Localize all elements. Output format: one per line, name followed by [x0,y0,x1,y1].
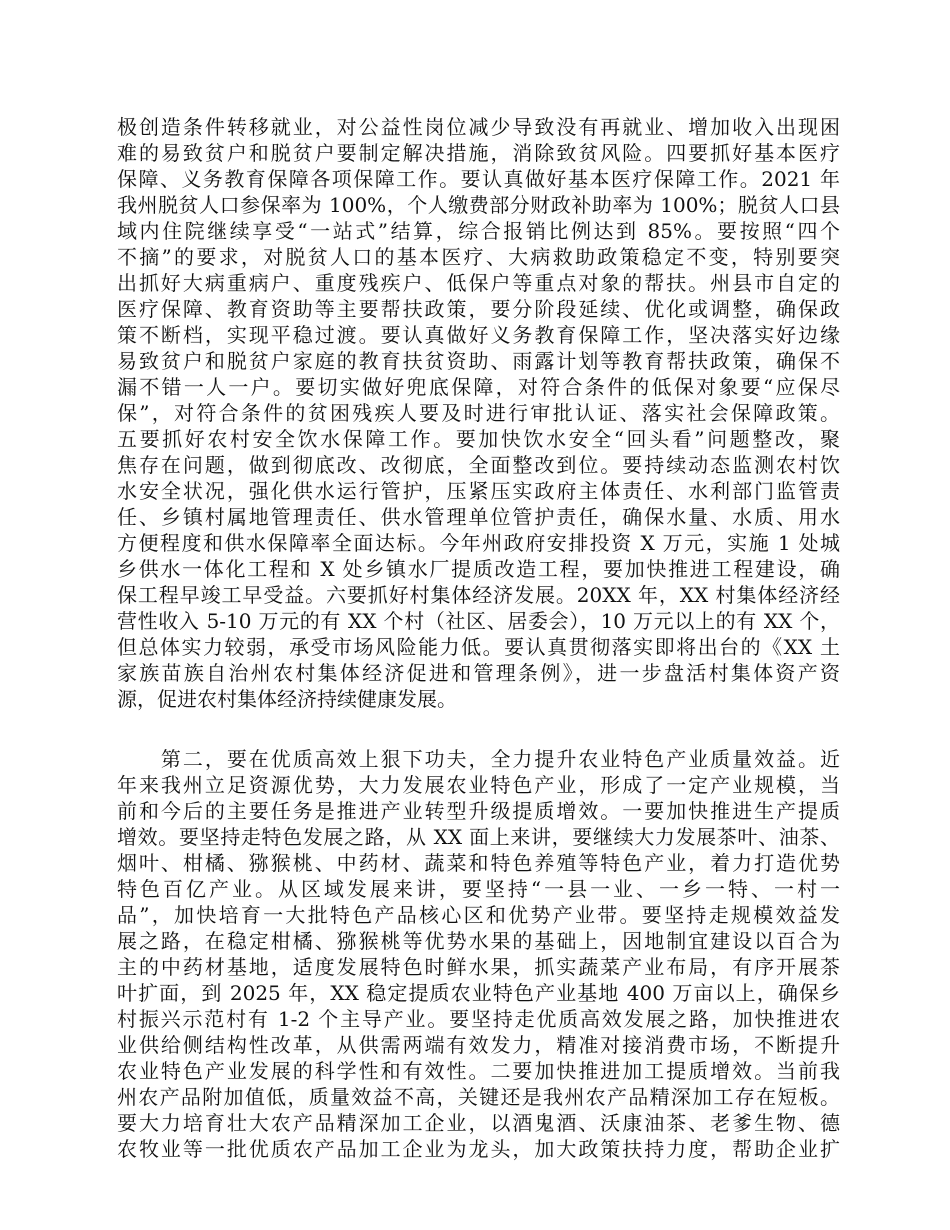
paragraph [117,114,840,712]
text-line: 保”，对符合条件的贫困残疾人要及时进行审批认证、落实社会保障政策。 [117,401,840,425]
text-line: 营性收入 5-10 万元的有 XX 个村（社区、居委会），10 万元以上的有 XX 个， [117,609,840,633]
document-body [117,114,840,1162]
text-line: 年来我州立足资源优势，大力发展农业特色产业，形成了一定产业规模，当 [117,773,840,797]
text-line: 叶扩面，到 2025 年，XX 稳定提质农业特色产业基地 400 万亩以上，确保乡 [117,981,840,1005]
text-line: 业供给侧结构性改革，从供需两端有效发力，精准对接消费市场，不断提升 [117,1033,840,1057]
text-line: 出抓好大病重病户、重度残疾户、低保户等重点对象的帮扶。州县市自定的 [117,271,840,295]
text-line: 水安全状况，强化供水运行管护，压紧压实政府主体责任、水利部门监管责 [117,479,840,503]
text-line: 我州脱贫人口参保率为 100%，个人缴费部分财政补助率为 100%；脱贫人口县 [117,193,840,217]
text-line: 方便程度和供水保障率全面达标。今年州政府安排投资 X 万元，实施 1 处城 [117,531,840,555]
text-line: 保工程早竣工早受益。六要抓好村集体经济发展。20XX 年，XX 村集体经济经 [117,583,840,607]
text-line: 但总体实力较弱，承受市场风险能力低。要认真贯彻落实即将出台的《XX 土 [117,635,840,659]
text-line: 不摘”的要求，对脱贫人口的基本医疗、大病救助政策稳定不变，特别要突 [117,245,840,269]
text-line: 增效。要坚持走特色发展之路，从 XX 面上来讲，要继续大力发展茶叶、油茶、 [117,825,840,849]
text-line: 漏不错一人一户。要切实做好兜底保障，对符合条件的低保对象要“应保尽 [117,375,840,399]
text-line: 农牧业等一批优质农产品加工企业为龙头，加大政策扶持力度，帮助企业扩 [117,1137,840,1161]
text-line: 特色百亿产业。从区域发展来讲，要坚持“一县一业、一乡一特、一村一 [117,877,840,901]
paragraph-gap [117,712,840,746]
text-line: 保障、义务教育保障各项保障工作。要认真做好基本医疗保障工作。2021 年 [117,167,840,191]
text-line: 品”，加快培育一大批特色产品核心区和优势产业带。要坚持走规模效益发 [117,903,840,927]
paragraph [117,746,840,1162]
text-line: 易致贫户和脱贫户家庭的教育扶贫资助、雨露计划等教育帮扶政策，确保不 [117,349,840,373]
text-line: 任、乡镇村属地管理责任、供水管理单位管护责任，确保水量、水质、用水 [117,505,840,529]
text-line: 策不断档，实现平稳过渡。要认真做好义务教育保障工作，坚决落实好边缘 [117,323,840,347]
text-line: 主的中药材基地，适度发展特色时鲜水果，抓实蔬菜产业布局，有序开展茶 [117,955,840,979]
text-line: 极创造条件转移就业，对公益性岗位减少导致没有再就业、增加收入出现困 [117,115,840,139]
text-line: 农业特色产业发展的科学性和有效性。二要加快推进加工提质增效。当前我 [117,1059,840,1083]
text-line: 展之路，在稳定柑橘、猕猴桃等优势水果的基础上，因地制宜建设以百合为 [117,929,840,953]
text-line: 家族苗族自治州农村集体经济促进和管理条例》，进一步盘活村集体资产资 [117,661,840,685]
text-line: 乡供水一体化工程和 X 处乡镇水厂提质改造工程，要加快推进工程建设，确 [117,557,840,581]
text-line: 域内住院继续享受“一站式”结算，综合报销比例达到 85%。要按照“四个 [117,219,840,243]
text-line: 州农产品附加值低，质量效益不高，关键还是我州农产品精深加工存在短板。 [117,1085,840,1109]
text-line: 前和今后的主要任务是推进产业转型升级提质增效。一要加快推进生产提质 [117,799,840,823]
text-line: 医疗保障、教育资助等主要帮扶政策，要分阶段延续、优化或调整，确保政 [117,297,840,321]
text-line: 源，促进农村集体经济持续健康发展。 [117,687,457,711]
text-line: 要大力培育壮大农产品精深加工企业，以酒鬼酒、沃康油茶、老爹生物、德 [117,1111,840,1135]
text-line: 村振兴示范村有 1-2 个主导产业。要坚持走优质高效发展之路，加快推进农 [117,1007,840,1031]
text-line: 难的易致贫户和脱贫户要制定解决措施，消除致贫风险。四要抓好基本医疗 [117,141,840,165]
text-line: 烟叶、柑橘、猕猴桃、中药材、蔬菜和特色养殖等特色产业，着力打造优势 [117,851,840,875]
text-line: 五要抓好农村安全饮水保障工作。要加快饮水安全“回头看”问题整改，聚 [117,427,840,451]
text-line: 焦存在问题，做到彻底改、改彻底，全面整改到位。要持续动态监测农村饮 [117,453,840,477]
text-line: 第二，要在优质高效上狠下功夫，全力提升农业特色产业质量效益。近 [117,747,840,771]
